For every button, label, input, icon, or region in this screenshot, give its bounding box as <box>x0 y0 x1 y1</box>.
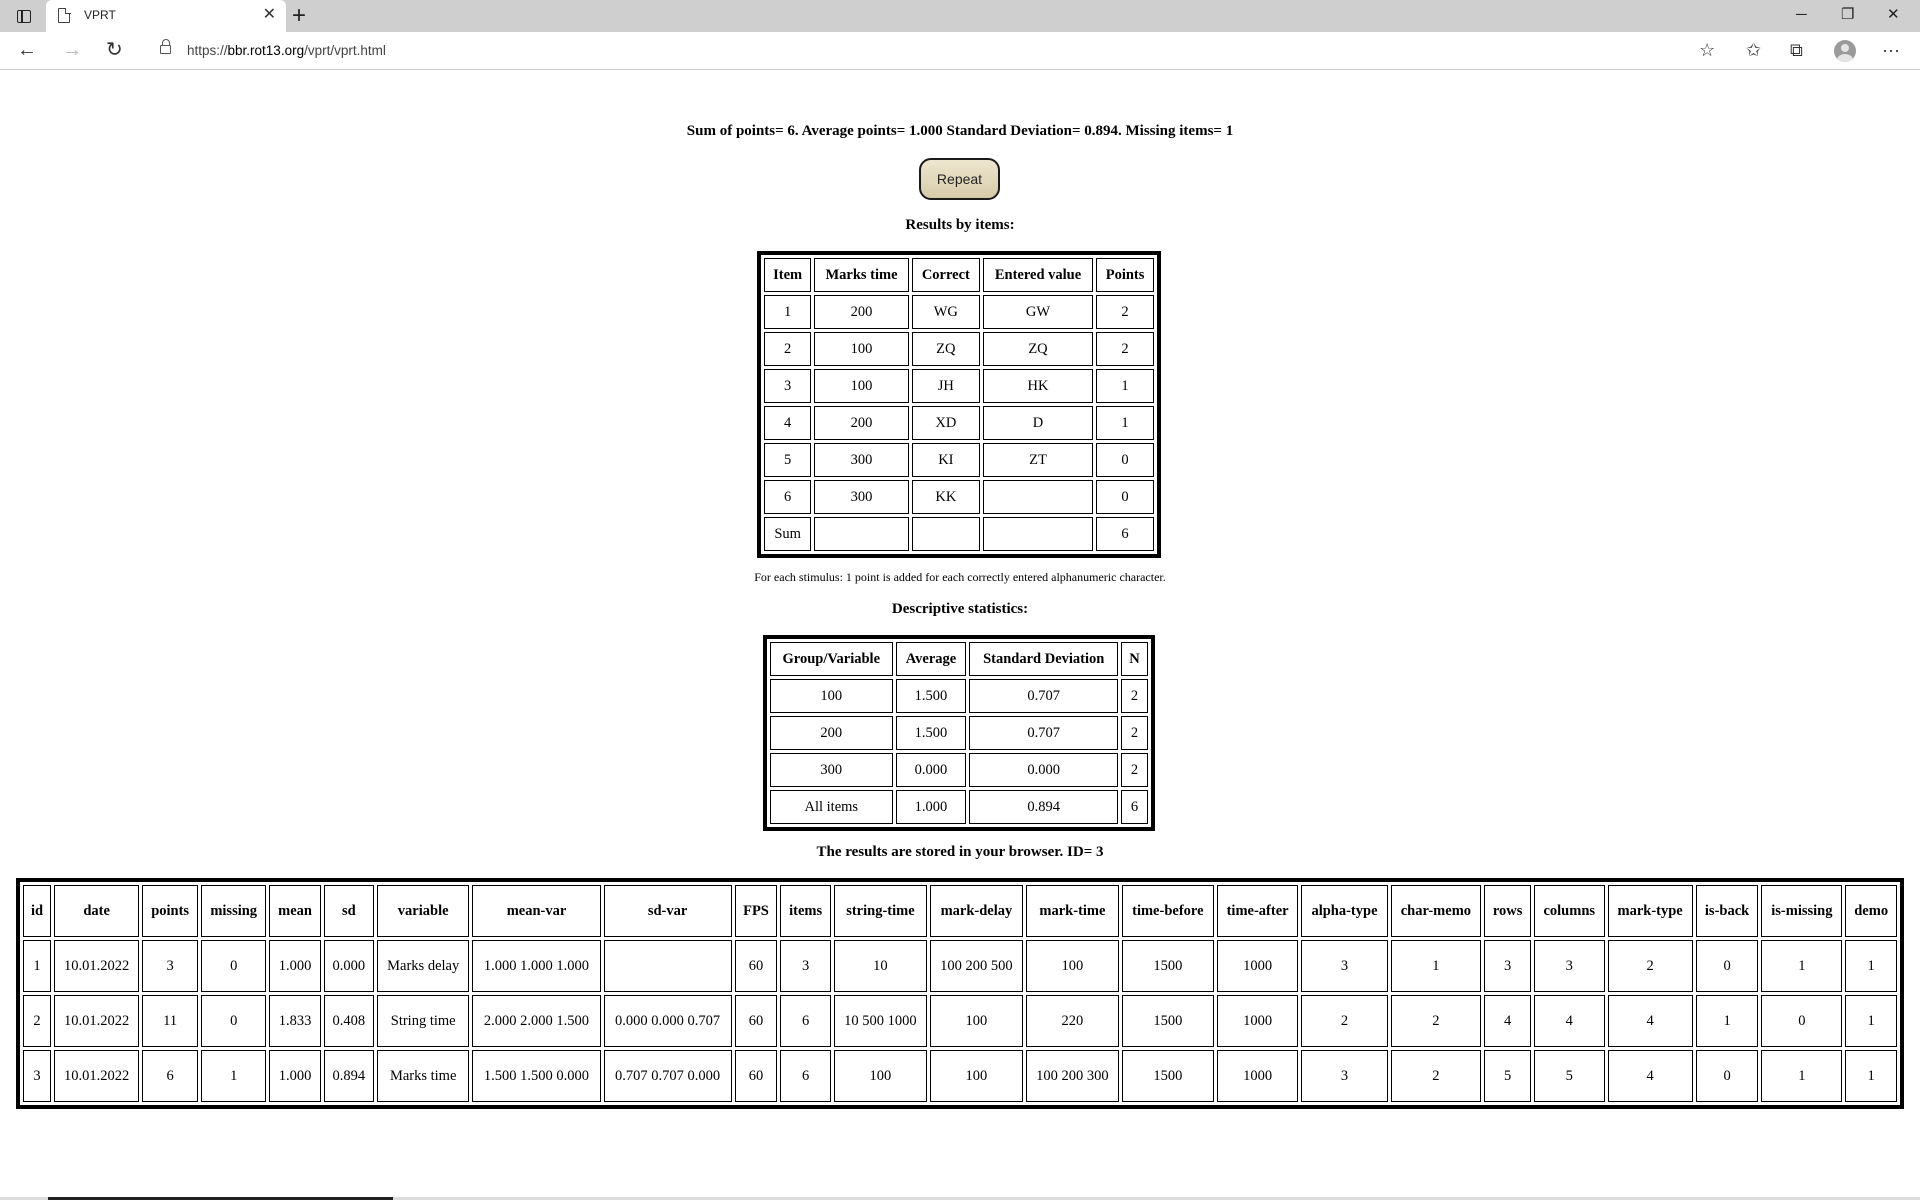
table-cell: 100 <box>770 679 893 713</box>
table-row <box>764 369 1154 403</box>
table-cell: 1 <box>1391 940 1482 992</box>
table-cell <box>983 517 1093 551</box>
address-toolbar <box>0 32 1920 70</box>
table-row <box>770 679 1148 713</box>
summary-text: Sum of points= 6. Average points= 1.000 Standard Deviation= 0.894. Missing items= 1 <box>686 123 1234 139</box>
table-cell: 0.894 <box>324 1050 374 1102</box>
items-heading: Results by items: <box>905 217 1015 233</box>
table-row <box>764 443 1154 477</box>
column-header: sd <box>324 885 374 937</box>
forward-button[interactable]: → <box>62 39 82 61</box>
column-header: mean-var <box>472 885 600 937</box>
table-cell: 1.833 <box>269 995 320 1047</box>
column-header: Points <box>1096 258 1154 292</box>
table-cell: 6 <box>764 480 811 514</box>
table-cell: 100 <box>834 1050 927 1102</box>
tab-close-icon[interactable]: ✕ <box>262 6 276 23</box>
column-header: time-before <box>1122 885 1214 937</box>
items-table-body <box>764 295 1154 551</box>
table-cell: 3 <box>23 1050 51 1102</box>
column-header: mark-time <box>1026 885 1119 937</box>
column-header: items <box>780 885 831 937</box>
table-cell: 1.000 1.000 1.000 <box>472 940 600 992</box>
tab-title: VPRT <box>84 8 116 22</box>
table-cell: 2 <box>1121 753 1148 787</box>
table-cell: Marks delay <box>377 940 470 992</box>
table-cell: 1000 <box>1217 1050 1299 1102</box>
table-cell: 60 <box>735 995 778 1047</box>
table-cell: 1 <box>1845 1050 1897 1102</box>
table-cell: 2.000 2.000 1.500 <box>472 995 600 1047</box>
table-cell: 1 <box>1096 369 1154 403</box>
column-header: Entered value <box>983 258 1093 292</box>
table-cell: WG <box>912 295 980 329</box>
scoring-note: For each stimulus: 1 point is added for each correctly entered alphanumeric character. <box>754 570 1166 584</box>
column-header: mark-type <box>1608 885 1693 937</box>
table-cell: 200 <box>770 716 893 750</box>
column-header: Standard Deviation <box>969 642 1118 676</box>
profile-avatar[interactable] <box>1834 40 1856 62</box>
table-cell: 300 <box>814 480 909 514</box>
table-cell: 3 <box>1301 940 1387 992</box>
table-cell: 2 <box>1096 295 1154 329</box>
reload-button[interactable]: ↻ <box>106 39 123 61</box>
table-cell <box>983 480 1093 514</box>
table-cell: 1 <box>764 295 811 329</box>
column-header: string-time <box>834 885 927 937</box>
table-row <box>770 753 1148 787</box>
table-cell: 0 <box>201 940 266 992</box>
table-cell: 0 <box>1096 480 1154 514</box>
table-cell: 300 <box>814 443 909 477</box>
table-cell: 6 <box>780 995 831 1047</box>
table-cell: 10.01.2022 <box>54 1050 139 1102</box>
table-cell: 2 <box>23 995 51 1047</box>
column-header: is-back <box>1696 885 1759 937</box>
tab-vprt[interactable] <box>46 0 286 32</box>
column-header: rows <box>1484 885 1531 937</box>
table-cell: 0 <box>201 995 266 1047</box>
table-cell: 1 <box>1096 406 1154 440</box>
table-cell: 4 <box>1534 995 1605 1047</box>
table-cell: 100 <box>814 369 909 403</box>
column-header: sd-var <box>604 885 732 937</box>
table-cell: 220 <box>1026 995 1119 1047</box>
table-row <box>764 480 1154 514</box>
table-cell: Sum <box>764 517 811 551</box>
table-row <box>764 406 1154 440</box>
table-cell: 0 <box>1096 443 1154 477</box>
table-cell: 11 <box>142 995 198 1047</box>
table-cell: 1 <box>1696 995 1759 1047</box>
column-header: is-missing <box>1761 885 1842 937</box>
table-cell: 3 <box>1301 1050 1387 1102</box>
column-header: time-after <box>1217 885 1299 937</box>
table-cell: 0.000 <box>324 940 374 992</box>
table-cell: 200 <box>814 295 909 329</box>
table-cell <box>912 517 980 551</box>
table-cell: 60 <box>735 940 778 992</box>
table-cell: 6 <box>142 1050 198 1102</box>
table-cell: 2 <box>1121 716 1148 750</box>
table-row <box>23 995 1897 1047</box>
table-cell: 3 <box>764 369 811 403</box>
descriptive-stats-table <box>763 635 1155 831</box>
table-row <box>764 295 1154 329</box>
table-cell: 1500 <box>1122 940 1214 992</box>
storage-heading: The results are stored in your browser. ID= 3 <box>816 844 1104 860</box>
table-cell: 3 <box>1534 940 1605 992</box>
column-header: variable <box>377 885 470 937</box>
db-table-head <box>23 885 1897 937</box>
table-cell: 1.000 <box>269 1050 320 1102</box>
table-cell: 10.01.2022 <box>54 995 139 1047</box>
table-cell: ZQ <box>912 332 980 366</box>
table-cell <box>814 517 909 551</box>
table-cell: 2 <box>1096 332 1154 366</box>
table-cell: GW <box>983 295 1093 329</box>
table-cell: 0.000 <box>969 753 1118 787</box>
table-cell: 0 <box>1696 1050 1759 1102</box>
table-row <box>764 332 1154 366</box>
restore-button[interactable]: ❐ <box>1841 6 1855 23</box>
favorites-icon[interactable]: ✩ <box>1746 40 1762 60</box>
column-header: columns <box>1534 885 1605 937</box>
column-header: FPS <box>735 885 778 937</box>
column-header: Marks time <box>814 258 909 292</box>
tab-bar <box>0 0 1920 32</box>
table-cell: 4 <box>764 406 811 440</box>
table-cell: 1.000 <box>896 790 967 824</box>
table-row <box>770 790 1148 824</box>
header-row <box>23 885 1897 937</box>
table-cell: String time <box>377 995 470 1047</box>
table-cell: 100 <box>814 332 909 366</box>
header-row <box>770 642 1148 676</box>
stats-table-body <box>770 679 1148 824</box>
table-cell: 100 <box>930 995 1023 1047</box>
table-cell: 2 <box>1608 940 1693 992</box>
table-cell: 60 <box>735 1050 778 1102</box>
table-cell: 1 <box>1845 940 1897 992</box>
table-cell: Marks time <box>377 1050 470 1102</box>
table-cell: 6 <box>1096 517 1154 551</box>
close-window-button[interactable]: ✕ <box>1887 6 1900 23</box>
new-tab-button[interactable]: + <box>292 2 307 29</box>
table-row <box>764 517 1154 551</box>
collections-icon[interactable]: ⧉ <box>1790 40 1803 60</box>
items-table-head <box>764 258 1154 292</box>
table-cell: 1000 <box>1217 940 1299 992</box>
tab-actions-icon[interactable] <box>12 7 36 25</box>
table-cell: KI <box>912 443 980 477</box>
table-cell: 6 <box>780 1050 831 1102</box>
table-cell: 10.01.2022 <box>54 940 139 992</box>
table-cell: 1.000 <box>269 940 320 992</box>
table-cell: XD <box>912 406 980 440</box>
column-header: Item <box>764 258 811 292</box>
table-cell: 1 <box>1761 940 1842 992</box>
table-cell: 0.408 <box>324 995 374 1047</box>
table-cell: 0.000 <box>896 753 967 787</box>
column-header: points <box>142 885 198 937</box>
stats-heading: Descriptive statistics: <box>891 601 1029 617</box>
repeat-button[interactable]: Repeat <box>919 158 1000 200</box>
table-cell: 2 <box>1301 995 1387 1047</box>
table-cell: 1.500 1.500 0.000 <box>472 1050 600 1102</box>
column-header: demo <box>1845 885 1897 937</box>
table-cell: 1 <box>1761 1050 1842 1102</box>
column-header: mean <box>269 885 320 937</box>
table-cell: JH <box>912 369 980 403</box>
table-cell: 300 <box>770 753 893 787</box>
column-header: id <box>23 885 51 937</box>
table-cell: 6 <box>1121 790 1148 824</box>
table-row <box>23 1050 1897 1102</box>
table-cell: 3 <box>1484 940 1531 992</box>
table-cell: 2 <box>1391 1050 1482 1102</box>
table-cell: 3 <box>142 940 198 992</box>
table-cell: 2 <box>1121 679 1148 713</box>
table-cell: 5 <box>1484 1050 1531 1102</box>
table-cell: HK <box>983 369 1093 403</box>
db-table-body <box>23 940 1897 1102</box>
stats-table-head <box>770 642 1148 676</box>
table-cell: 0 <box>1696 940 1759 992</box>
column-header: mark-delay <box>930 885 1023 937</box>
table-cell: 100 200 500 <box>930 940 1023 992</box>
table-cell: 100 200 300 <box>1026 1050 1119 1102</box>
page-icon <box>58 8 70 23</box>
column-header: missing <box>201 885 266 937</box>
column-header: Correct <box>912 258 980 292</box>
table-cell: D <box>983 406 1093 440</box>
items-results-table <box>757 251 1161 558</box>
table-cell: ZQ <box>983 332 1093 366</box>
stored-results-table <box>16 878 1904 1109</box>
back-button[interactable]: ← <box>17 39 37 61</box>
table-cell: 0.000 0.000 0.707 <box>604 995 732 1047</box>
lock-icon[interactable] <box>160 45 171 54</box>
url-text[interactable]: https://bbr.rot13.org/vprt/vprt.html <box>187 43 386 58</box>
table-cell: KK <box>912 480 980 514</box>
column-header: char-memo <box>1391 885 1482 937</box>
table-cell: 0.707 0.707 0.000 <box>604 1050 732 1102</box>
table-cell: 1 <box>1845 995 1897 1047</box>
table-cell: 0 <box>1761 995 1842 1047</box>
page-content <box>0 71 1920 1200</box>
table-row <box>23 940 1897 992</box>
table-cell: 2 <box>1391 995 1482 1047</box>
column-header: Average <box>896 642 967 676</box>
table-cell: 1 <box>23 940 51 992</box>
address-bar[interactable] <box>142 35 1702 67</box>
table-cell: 100 <box>1026 940 1119 992</box>
table-cell: 1000 <box>1217 995 1299 1047</box>
add-favorite-icon[interactable]: ☆ <box>1699 40 1716 60</box>
table-cell: 1.500 <box>896 716 967 750</box>
table-cell: 100 <box>930 1050 1023 1102</box>
table-cell: 10 500 1000 <box>834 995 927 1047</box>
column-header: alpha-type <box>1301 885 1387 937</box>
minimize-button[interactable]: ─ <box>1796 6 1807 23</box>
table-cell: 0.894 <box>969 790 1118 824</box>
table-cell: 1500 <box>1122 1050 1214 1102</box>
column-header: N <box>1121 642 1148 676</box>
table-cell: 4 <box>1608 995 1693 1047</box>
column-header: Group/Variable <box>770 642 893 676</box>
table-cell: 5 <box>764 443 811 477</box>
table-cell: 1.500 <box>896 679 967 713</box>
table-cell: 200 <box>814 406 909 440</box>
table-cell: 10 <box>834 940 927 992</box>
header-row <box>764 258 1154 292</box>
table-cell: 4 <box>1608 1050 1693 1102</box>
table-cell: 0.707 <box>969 679 1118 713</box>
column-header: date <box>54 885 139 937</box>
table-cell: ZT <box>983 443 1093 477</box>
more-menu-icon[interactable]: ··· <box>1882 40 1900 60</box>
table-cell: 4 <box>1484 995 1531 1047</box>
table-cell: 1 <box>201 1050 266 1102</box>
table-cell: 1500 <box>1122 995 1214 1047</box>
table-cell <box>604 940 732 992</box>
table-cell: 0.707 <box>969 716 1118 750</box>
table-cell: 5 <box>1534 1050 1605 1102</box>
table-row <box>770 716 1148 750</box>
table-cell: All items <box>770 790 893 824</box>
table-cell: 2 <box>764 332 811 366</box>
table-cell: 3 <box>780 940 831 992</box>
